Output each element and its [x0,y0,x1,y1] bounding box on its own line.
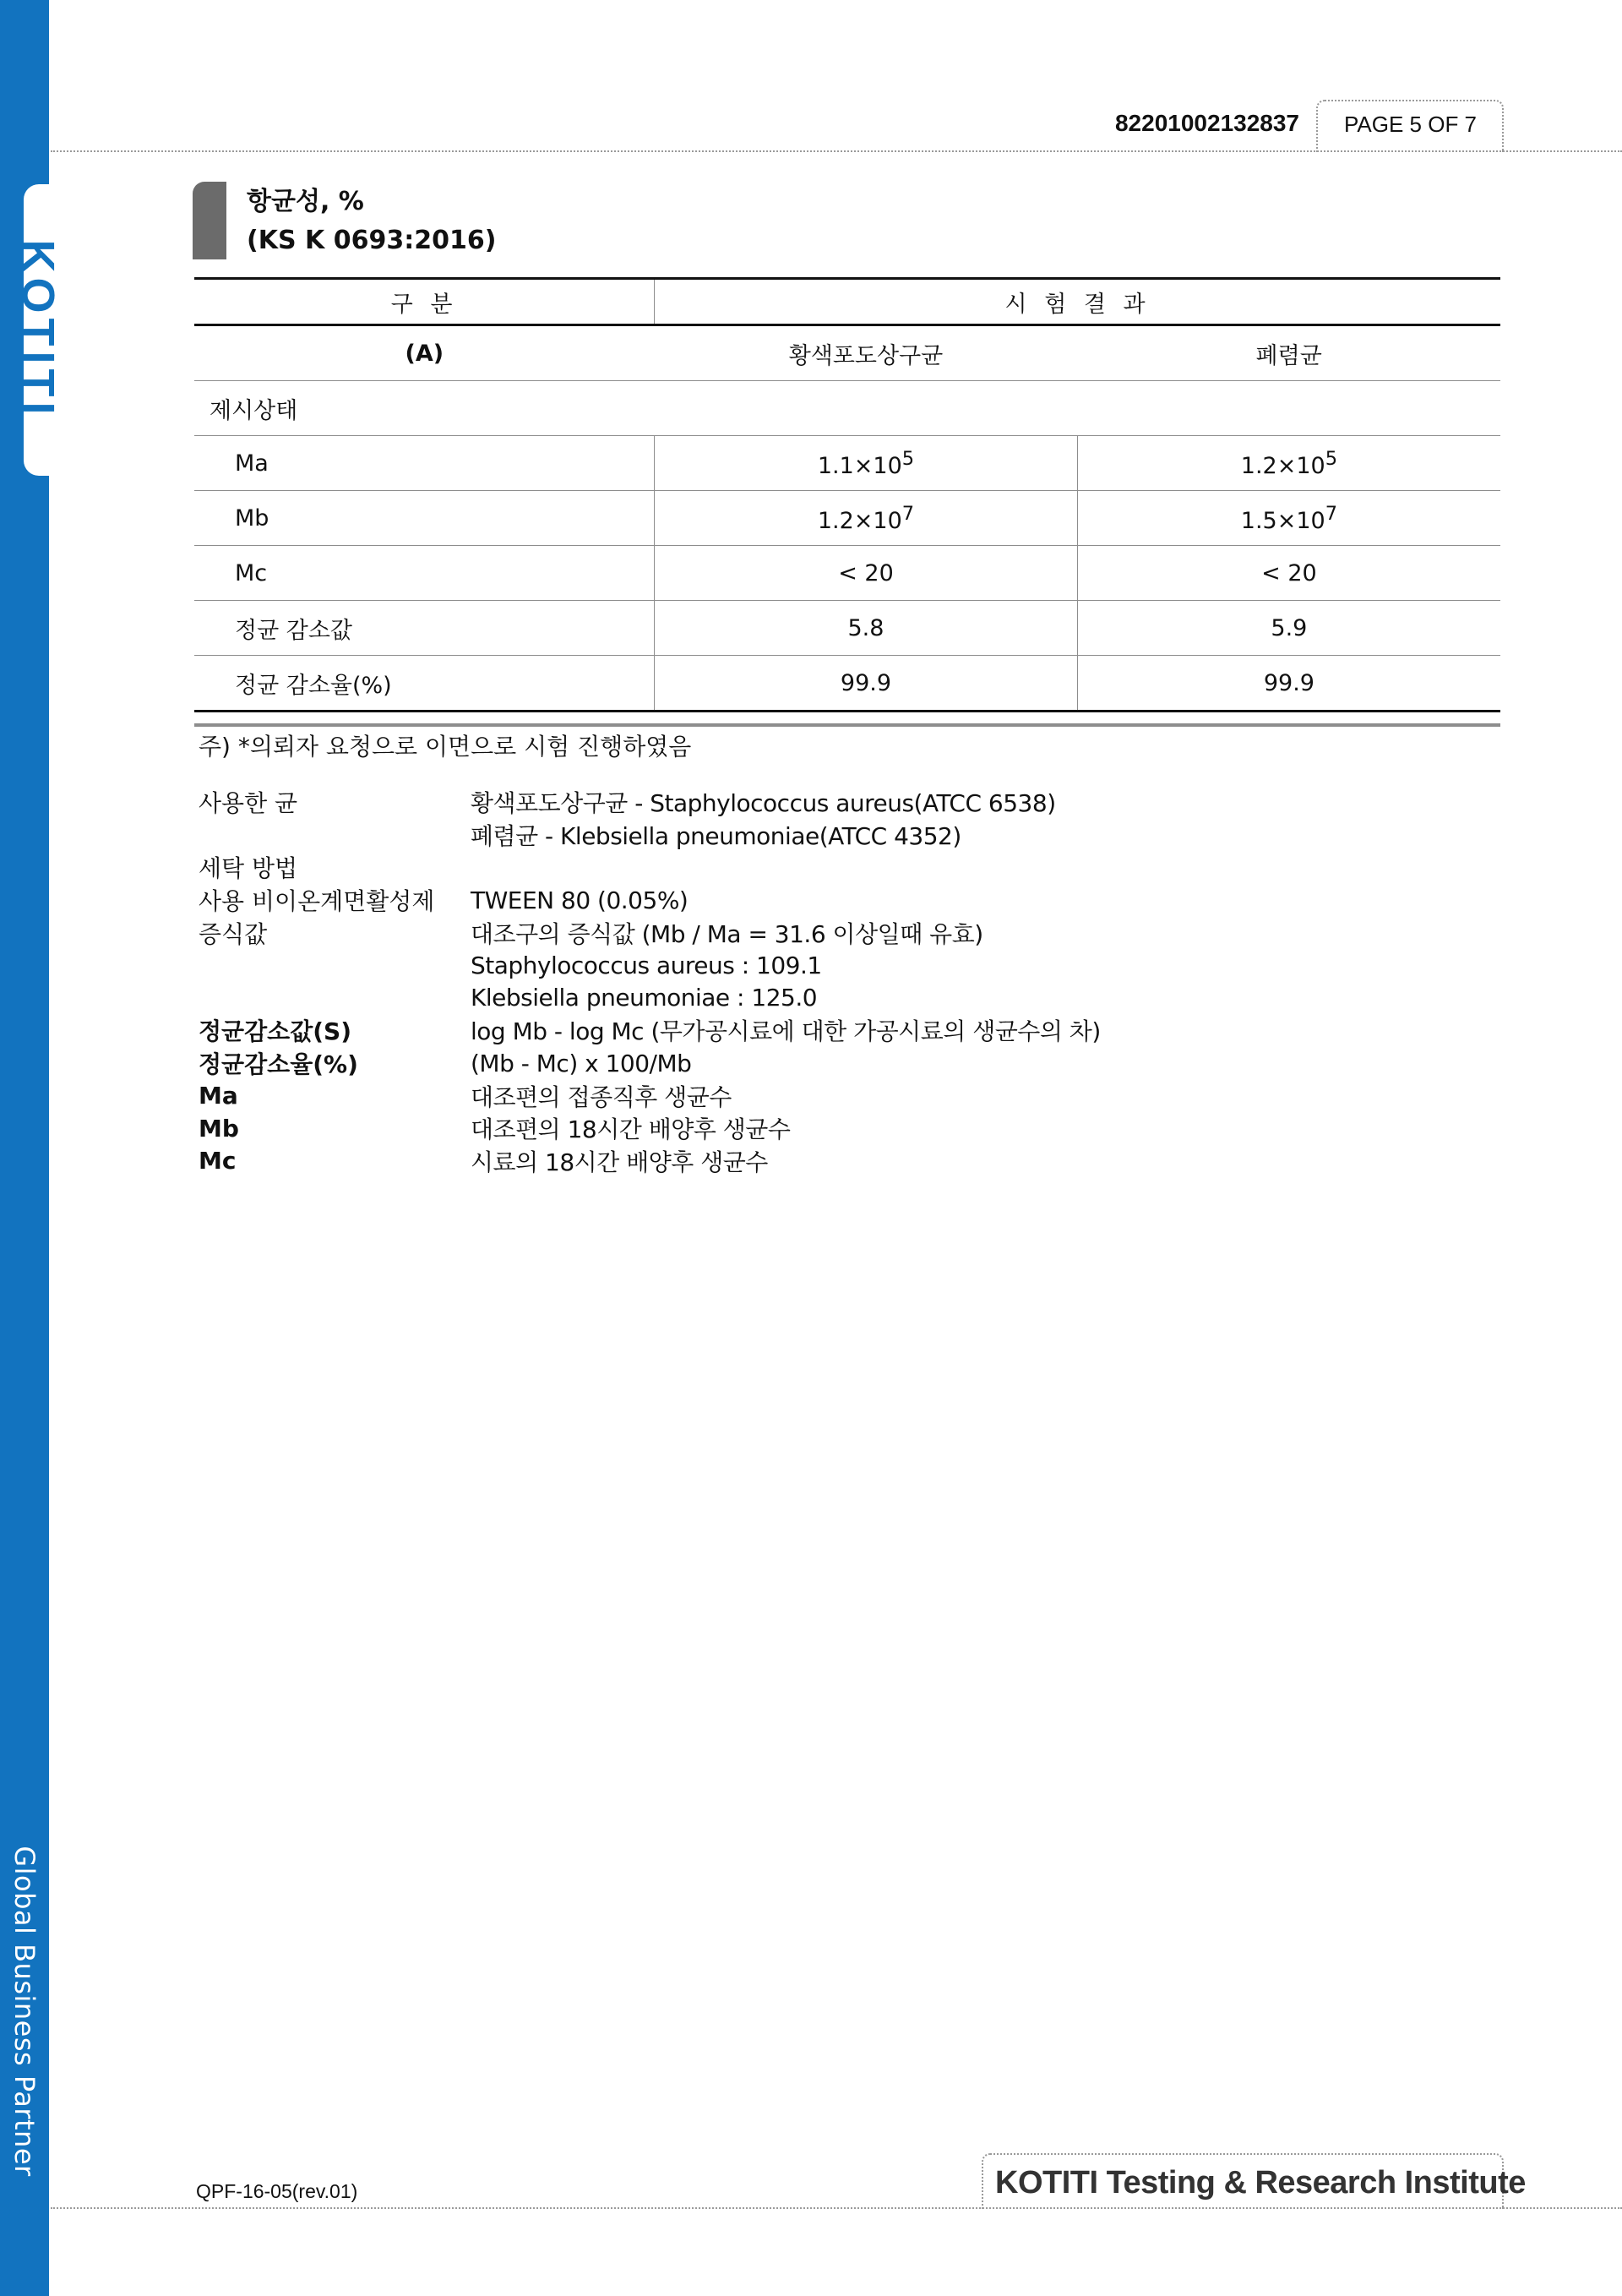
definition-row [199,851,1101,884]
definition-value: 대조편의 접종직후 생균수 [471,1083,732,1111]
cell-value: < 20 [655,546,1078,601]
section-marker [193,182,226,259]
cell-value: 99.9 [1077,656,1500,712]
definition-row [199,884,1101,917]
definition-row [199,1112,1101,1145]
cell-value: 99.9 [655,656,1078,712]
definition-term: Ma [199,1082,238,1110]
definition-row [199,1145,1101,1178]
subheader-label: (A) [194,325,655,381]
col-header-label: 구 분 [194,279,655,325]
definition-term: 사용 비이온계면활성제 [199,887,435,916]
row-label: Ma [194,436,655,491]
definitions-list [199,786,1101,1177]
definition-row [199,786,1101,819]
results-table [194,277,1500,712]
table-row [194,656,1500,712]
note-text: 주) *의뢰자 요청으로 이면으로 시험 진행하였음 [199,733,692,761]
definition-row [199,916,1101,949]
table-subheader-row [194,325,1500,381]
sidebar [0,0,63,2296]
table-row [194,546,1500,601]
section-title-text: 항균성, % [247,187,364,216]
group-row [194,381,1500,436]
definition-value: 시료의 18시간 배양후 생균수 [471,1148,768,1176]
form-code: QPF-16-05(rev.01) [196,2180,358,2202]
row-label: 정균 감소값 [194,601,655,656]
result-header: 시 험 결 과 [655,279,1500,325]
definition-value: Klebsiella pneumoniae : 125.0 [471,984,818,1012]
kotiti-logo: KOTITI [13,239,63,420]
cell-value: $1.2\times 10^5$ [1077,436,1500,491]
definition-term: 정균감소율(%) [199,1050,358,1079]
definition-term: Mb [199,1114,239,1143]
cell-value: < 20 [1077,546,1500,601]
cell-value: $1.2\times 10^7$ [655,491,1078,546]
section-title [247,183,496,260]
cell-value: $1.5\times 10^7$ [1077,491,1500,546]
footer-institute: KOTITI Testing & Research Institute [995,2165,1526,2201]
row-label: Mc [194,546,655,601]
definition-value: 대조구의 증식값 (Mb / Ma = 31.6 이상일때 유효) [471,919,983,948]
group-label: 제시상태 [194,381,1500,436]
definition-term: 증식값 [199,919,268,948]
definition-term: 정균감소값(S) [199,1017,352,1046]
page-indicator: PAGE 5 OF 7 [1344,112,1478,137]
definition-value: (Mb - Mc) x 100/Mb [471,1049,692,1077]
cell-value: 5.8 [655,601,1078,656]
table-header-row [194,279,1500,325]
definition-row [199,982,1101,1015]
row-label: 정균 감소율(%) [194,656,655,712]
report-number: 82201002132837 [1114,110,1299,136]
definition-value: 황색포도상구균 - Staphylococcus aureus(ATCC 6538) [471,789,1056,818]
organism-1: 황색포도상구균 [655,325,1078,381]
table-row [194,601,1500,656]
definition-term: Mc [199,1147,237,1175]
definition-row [199,949,1101,982]
definition-term: 세탁 방법 [199,854,298,883]
definition-row [199,1014,1101,1047]
organism-2: 폐렴균 [1077,325,1500,381]
table-row [194,436,1500,491]
cell-value: $1.1\times 10^5$ [655,436,1078,491]
definition-value: log Mb - log Mc (무가공시료에 대한 가공시료의 생균수의 차) [471,1017,1101,1046]
definition-value: 폐렴균 - Klebsiella pneumoniae(ATCC 4352) [471,821,961,850]
sidebar-slogan: Global Business Partner [8,1846,41,2177]
section-method: (KS K 0693:2016) [247,226,497,255]
cell-value: 5.9 [1077,601,1500,656]
definition-value: 대조편의 18시간 배양후 생균수 [471,1115,791,1144]
row-label: Mb [194,491,655,546]
definition-term: 사용한 균 [199,789,298,818]
definition-row [199,1047,1101,1080]
table-bottom-rule [194,723,1500,727]
definition-value: TWEEN 80 (0.05%) [471,886,689,914]
definition-row [199,819,1101,852]
definition-value: Staphylococcus aureus : 109.1 [471,951,822,979]
table-row [194,491,1500,546]
definition-row [199,1079,1101,1112]
